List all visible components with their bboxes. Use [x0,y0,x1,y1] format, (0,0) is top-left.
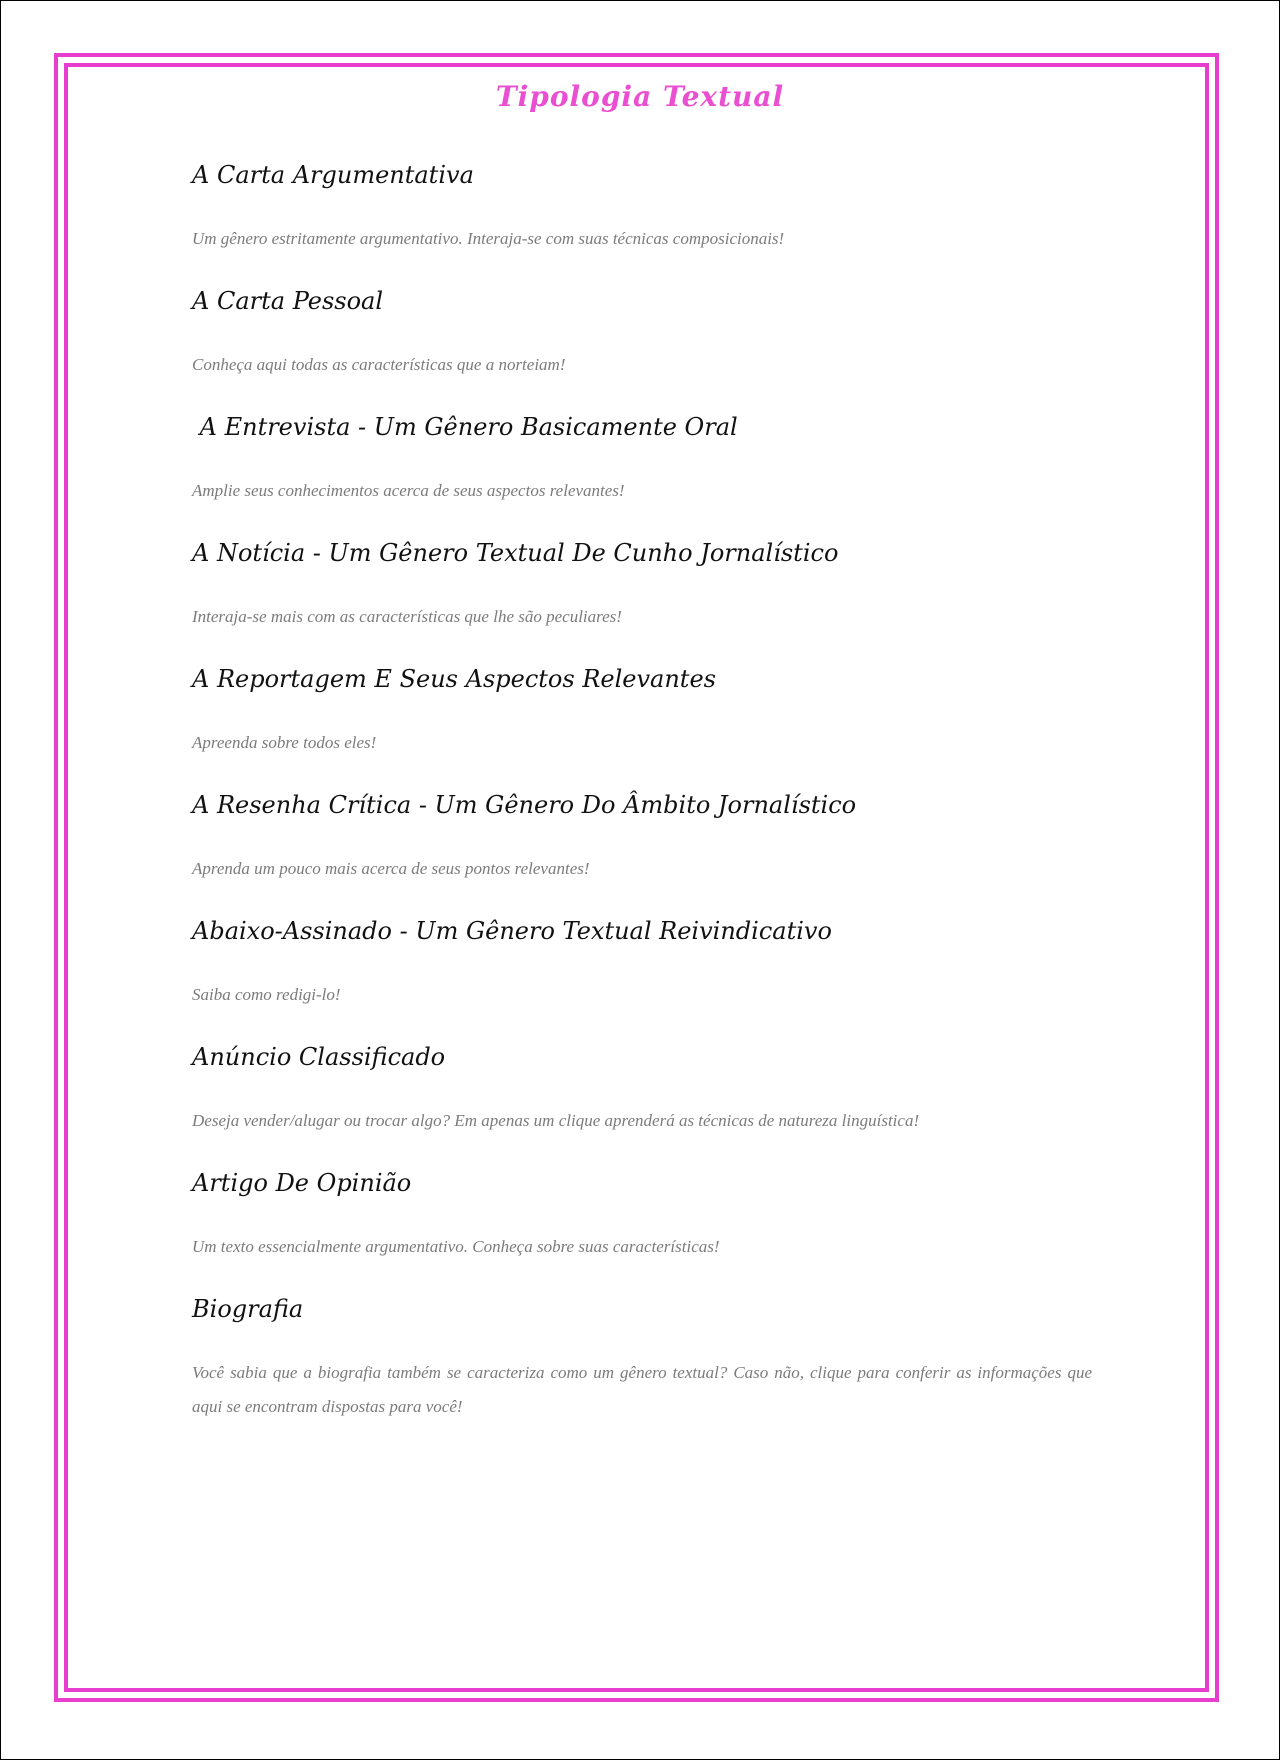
list-item [192,410,1092,508]
article-title-link[interactable]: A Carta Argumentativa [192,161,474,189]
page-title: Tipologia Textual [495,80,785,113]
article-description: Deseja vender/alugar ou trocar algo? Em apenas um clique aprenderá as técnicas de natureza linguística! [192,1111,920,1130]
article-title-link[interactable]: A Resenha Crítica - Um Gênero Do Âmbito Jornalístico [192,791,857,819]
list-item [192,536,1092,634]
article-list [192,158,1092,1452]
article-title-link[interactable]: A Reportagem E Seus Aspectos Relevantes [192,665,716,693]
article-description: Saiba como redigi-lo! [192,985,341,1004]
list-item [192,662,1092,760]
article-description: Amplie seus conhecimentos acerca de seus aspectos relevantes! [192,481,625,500]
article-title-link[interactable]: A Carta Pessoal [192,287,384,315]
article-title-link[interactable]: A Notícia - Um Gênero Textual De Cunho Jornalístico [192,539,839,567]
list-item [192,284,1092,382]
article-description: Aprenda um pouco mais acerca de seus pontos relevantes! [192,859,590,878]
article-title-link[interactable]: Abaixo-Assinado - Um Gênero Textual Reivindicativo [192,917,832,945]
article-title-link[interactable]: A Entrevista - Um Gênero Basicamente Oral [192,413,738,441]
article-description: Conheça aqui todas as características que a norteiam! [192,355,566,374]
list-item [192,1292,1092,1424]
list-item [192,788,1092,886]
article-description: Um texto essencialmente argumentativo. Conheça sobre suas características! [192,1237,720,1256]
article-title-link[interactable]: Biografia [192,1295,304,1323]
article-description: Apreenda sobre todos eles! [192,733,377,752]
list-item [192,1166,1092,1264]
article-description: Um gênero estritamente argumentativo. Interaja-se com suas técnicas composicionais! [192,229,785,248]
article-description: Interaja-se mais com as características que lhe são peculiares! [192,607,622,626]
article-description: Você sabia que a biografia também se caracteriza como um gênero textual? Caso não, clique para conferir as informações que aqui se encontram dispostas para você! [192,1363,1092,1416]
article-title-link[interactable]: Artigo De Opinião [192,1169,412,1197]
list-item [192,914,1092,1012]
article-title-link[interactable]: Anúncio Classificado [192,1043,446,1071]
list-item [192,158,1092,256]
list-item [192,1040,1092,1138]
